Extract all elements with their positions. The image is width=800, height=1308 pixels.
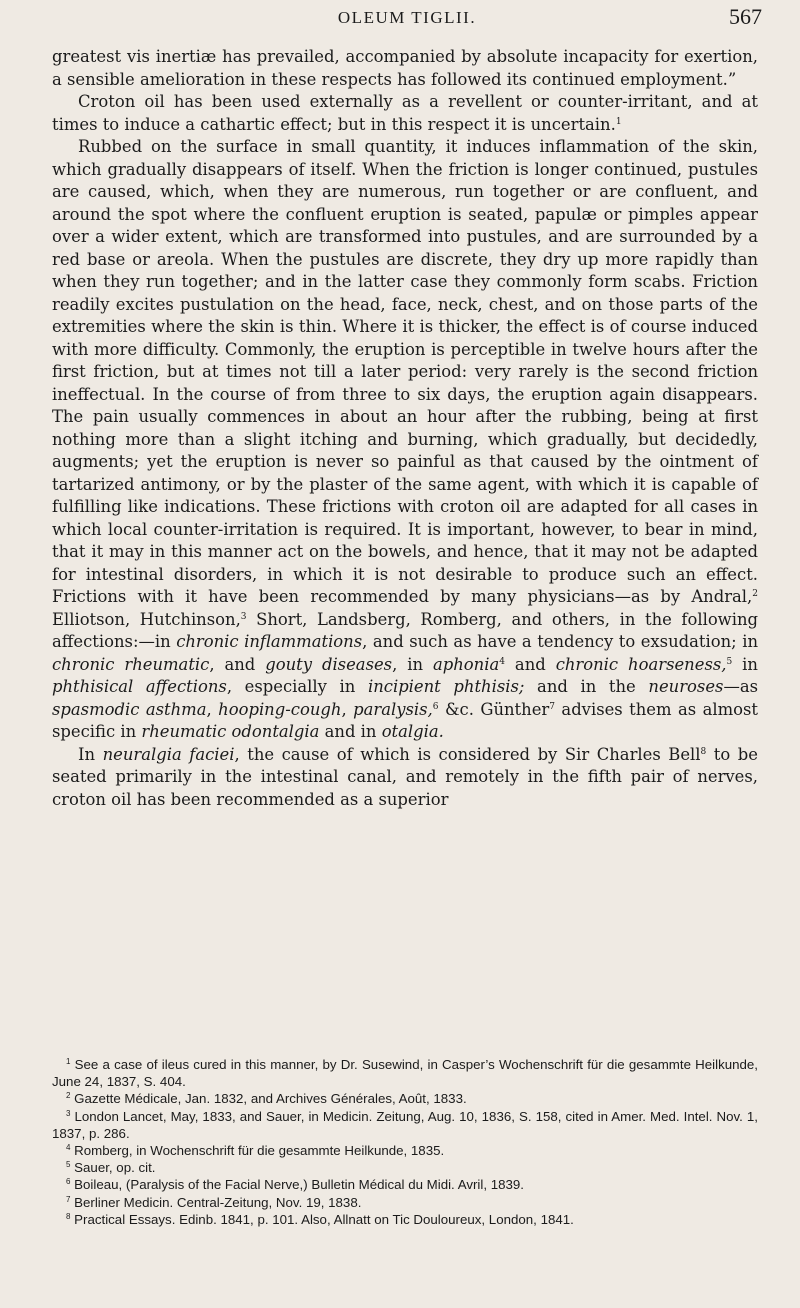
paragraph-4 [52,744,758,812]
text-run: , the cause of which is considered by Sir Charles Bell [234,744,701,764]
text-run: greatest vis inertiæ has prevailed, accompanied by absolute incapacity for exertion, a sensible amelioration in these respects has followed its continued employment.” [52,47,758,89]
footnote-reference: 8 [700,746,707,757]
italic-text: spasmodic asthma [52,699,207,719]
page-number: 567 [729,4,762,29]
text-run: , [206,699,219,719]
text-run: , and such as have a tendency to exsudation; in [362,632,758,651]
footnote-reference: 6 [432,701,439,712]
footnote-1 [52,1056,758,1090]
footnote-8 [52,1211,758,1228]
italic-text: otalgia. [381,722,444,741]
italic-text: , [427,699,433,719]
footnote-mark: 7 [66,1194,71,1204]
footnote-7 [52,1194,758,1211]
italic-text: neuralgia faciei [102,744,235,764]
footnote-mark: 4 [66,1143,71,1153]
italic-text: chronic inflammations [176,632,363,651]
text-run: Short, Landsberg, Romberg, and others, in the following affections:—in [52,609,759,651]
footnote-mark: 8 [66,1211,71,1221]
italic-text: paralysis [353,699,428,719]
running-title: OLEUM TIGLII. [337,8,477,27]
footnotes [52,1056,758,1228]
footnote-text: Practical Essays. Edinb. 1841, p. 101. Also, Allnatt on Tic Douloureux, London, 1841. [74,1211,574,1227]
paragraph-3 [52,136,758,744]
footnote-reference: 5 [726,656,733,667]
footnote-text: See a case of ileus cured in this manner, by Dr. Susewind, in Casper’s Wochenschrift für die gesammte Heilkunde, June 24, 1837, S. 404. [52,1057,758,1090]
italic-text: phthisical affections [52,677,227,696]
text-run: and in [319,722,382,741]
footnote-mark: 5 [66,1160,71,1170]
italic-text: chronic hoarseness [555,654,722,674]
footnote-text: Romberg, in Wochenschrift für die gesammte Heilkunde, 1835. [74,1143,445,1159]
footnote-text: Sauer, op. cit. [74,1160,156,1176]
text-run: , and [209,654,266,674]
footnote-5 [52,1159,758,1176]
footnote-mark: 1 [66,1057,71,1066]
running-head [52,4,762,44]
text-run: Rubbed on the surface in small quantity, it induces inflammation of the skin, which gradually disappears of itself. When the friction is longer continued, pustules are caused, which, when they are numerous, run together or are confluent, and around the spot where the confluent eruption is seated, papulæ or pimples appear over a wider extent, which are transformed into pustules, and are surrounded by a red base or areola. When the pustules are discrete, they dry up more rapidly than when they run together; and in the latter case they commonly form scabs. Friction readily excites pustulation on the head, face, neck, chest, and on those parts of the extremities where the skin is thin. Where it is thicker, the effect is of course induced with more difficulty. Commonly, the eruption is perceptible in twelve hours after the first friction, but at times not till a later period: very rarely is the second friction ineffectual. In the course of from three to six days, the eruption again disappears. The pain usually commences in about an hour after the rubbing, being at first nothing more than a slight itching and burning, which gradually, but decidedly, augments; yet the eruption is never so painful as that caused by the ointment of tartarized antimony, or by the plaster of the same agent, with which it is capable of fulfilling like indications. These frictions with croton oil are adapted for all cases in which local counter-irritation is required. It is important, however, to bear in mind, that it may in this manner act on the bowels, and hence, that it may not be adapted for intestinal disorders, in which it is not desirable to produce such an effect. Frictions with it have been recommended by many physicians—as by Andral, [52,137,758,606]
paragraph-1 [52,46,758,91]
text-run: and in the [524,677,649,696]
text-run: , in [392,654,433,674]
footnote-text: Gazette Médicale, Jan. 1832, and Archives Générales, Août, 1833. [74,1091,467,1107]
italic-text: incipient phthisis; [367,677,525,696]
text-run: , [341,699,354,719]
footnote-2 [52,1090,758,1107]
body-text [52,46,758,811]
italic-text: neuroses [648,677,724,696]
footnote-reference: 3 [240,611,247,622]
footnote-mark: 3 [66,1108,71,1118]
footnote-6 [52,1176,758,1193]
footnote-3 [52,1108,758,1142]
text-run: , especially in [226,677,368,696]
italic-text: rheumatic odontalgia [141,722,320,741]
text-run: to be seated primarily in the intestinal canal, and remotely in the fifth pair of nerves, croton oil has been recommended as a superior [52,744,758,809]
footnote-mark: 6 [66,1177,71,1187]
text-run: &c. Günther [438,699,550,719]
footnote-reference: 7 [549,701,555,712]
italic-text: gouty diseases [265,654,393,674]
footnote-4 [52,1142,758,1159]
footnote-reference: 2 [752,589,758,599]
text-run: Elliotson, Hutchinson, [52,609,241,629]
italic-text: hooping-cough [218,699,342,719]
text-run: In [78,744,103,764]
italic-text: , [721,654,727,674]
footnote-text: Boileau, (Paralysis of the Facial Nerve,) Bulletin Médical du Midi. Avril, 1839. [74,1177,524,1193]
text-run: advises them as almost specific in [52,699,759,741]
italic-text: aphonia [432,654,500,674]
italic-text: chronic rheumatic [52,654,210,674]
text-run: in [732,654,758,674]
text-run: —as [723,677,759,696]
footnote-mark: 2 [66,1091,71,1101]
footnote-text: London Lancet, May, 1833, and Sauer, in Medicin. Zeitung, Aug. 10, 1836, S. 158, cited in Amer. Med. Intel. Nov. 1, 1837, p. 286. [52,1108,758,1141]
footnote-reference: 1 [615,116,622,127]
footnote-reference: 4 [499,656,505,667]
paragraph-2 [52,91,758,136]
text-run: and [504,654,556,674]
footnote-text: Berliner Medicin. Central-Zeitung, Nov. 19, 1838. [74,1194,362,1210]
text-run: Croton oil has been used externally as a revellent or counter-irritant, and at times to induce a cathartic effect; but in this respect it is uncertain. [52,92,758,134]
